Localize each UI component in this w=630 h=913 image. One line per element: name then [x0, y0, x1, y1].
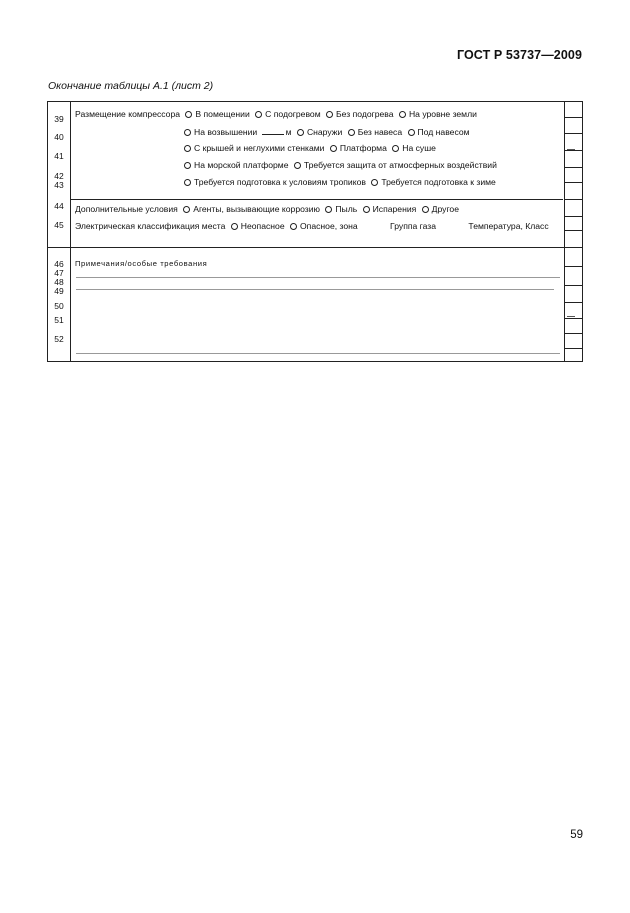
radio-corrosive-agents[interactable] — [183, 206, 190, 213]
conditions-label: Дополнительные условия — [75, 204, 178, 214]
option-label: В помещении — [195, 109, 250, 119]
option-label: На суше — [402, 143, 436, 153]
option-label: Агенты, вызывающие коррозию — [193, 204, 320, 214]
remark-cell-rule — [564, 266, 582, 267]
radio-other[interactable] — [422, 206, 429, 213]
placement-label: Размещение компрессора — [75, 109, 181, 119]
option-label: Под навесом — [417, 127, 470, 137]
row-number: 43 — [54, 180, 64, 190]
option-label: Платформа — [339, 143, 387, 153]
data-sheet-table — [47, 101, 583, 362]
remark-cell-rule — [564, 150, 582, 151]
radio-no-canopy[interactable] — [348, 129, 355, 136]
remark-cell-rule — [564, 167, 582, 168]
remark-cell-rule — [564, 302, 582, 303]
radio-elevated[interactable] — [184, 129, 191, 136]
remark-cell-rule — [564, 133, 582, 134]
table-caption: Окончание таблицы А.1 (лист 2) — [48, 80, 214, 92]
standard-code: ГОСТ Р 53737—2009 — [456, 48, 582, 62]
remark-cell-rule — [564, 117, 582, 118]
remark-cell-rule — [564, 182, 582, 183]
row-number: 39 — [54, 114, 64, 124]
remark-cell-rule — [564, 333, 582, 334]
option-label: Без подогрева — [336, 109, 394, 119]
remark-cell-rule — [564, 285, 582, 286]
unit-label: м — [285, 127, 292, 137]
placement-options-line — [181, 160, 497, 170]
option-label: Пыль — [335, 204, 358, 214]
row-number: 41 — [54, 151, 64, 161]
radio-dust[interactable] — [325, 206, 332, 213]
option-label: Испарения — [372, 204, 417, 214]
radio-winter-prep[interactable] — [371, 179, 378, 186]
option-label: С подогревом — [265, 109, 321, 119]
option-label: Неопасное — [240, 221, 285, 231]
row-number: 47 — [54, 268, 64, 278]
edge-mark — [567, 316, 575, 317]
option-label: На возвышении — [194, 127, 258, 137]
radio-unheated[interactable] — [326, 111, 333, 118]
row-number: 42 — [54, 171, 64, 181]
notes-label: Примечания/особые требования — [75, 259, 208, 268]
number-column-divider — [70, 102, 71, 361]
row-number: 44 — [54, 201, 64, 211]
row-number: 46 — [54, 259, 64, 269]
placement-options-line — [75, 109, 477, 119]
electrical-classification-line — [75, 221, 549, 231]
row-number: 45 — [54, 220, 64, 230]
radio-onshore[interactable] — [392, 145, 399, 152]
option-label: Другое — [431, 204, 459, 214]
radio-outdoor[interactable] — [297, 129, 304, 136]
remark-cell-rule — [564, 199, 582, 200]
notes-line — [76, 277, 560, 278]
option-label: Без навеса — [357, 127, 403, 137]
temperature-class-label: Температура, Класс — [468, 221, 549, 231]
remark-cell-rule — [564, 348, 582, 349]
option-label: На морской платформе — [194, 160, 289, 170]
edge-mark — [567, 149, 575, 150]
row-number: 52 — [54, 334, 64, 344]
section-divider — [70, 199, 563, 200]
row-number: 40 — [54, 132, 64, 142]
option-label: Опасное, зона — [300, 221, 358, 231]
gas-group-label: Группа газа — [390, 221, 437, 231]
radio-hazardous-zone[interactable] — [290, 223, 297, 230]
row-number: 48 — [54, 277, 64, 287]
radio-weather-protection[interactable] — [294, 162, 301, 169]
placement-options-line — [181, 126, 470, 137]
radio-heated[interactable] — [255, 111, 262, 118]
section-divider — [48, 247, 582, 248]
radio-under-canopy[interactable] — [408, 129, 415, 136]
option-label: Требуется подготовка к условиям тропиков — [194, 177, 366, 187]
row-number: 49 — [54, 286, 64, 296]
radio-roof-open-walls[interactable] — [184, 145, 191, 152]
radio-tropical-prep[interactable] — [184, 179, 191, 186]
option-label: С крышей и неглухими стенками — [194, 143, 325, 153]
option-label: Требуется защита от атмосферных воздействий — [303, 160, 497, 170]
radio-indoor[interactable] — [185, 111, 192, 118]
remark-cell-rule — [564, 230, 582, 231]
electrical-label: Электрическая классификация места — [75, 221, 226, 231]
placement-options-line — [181, 143, 436, 153]
remark-cell-rule — [564, 216, 582, 217]
remarks-column-divider — [564, 102, 565, 361]
radio-ground-level[interactable] — [399, 111, 406, 118]
remark-cell-rule — [564, 318, 582, 319]
page-number: 59 — [570, 829, 583, 841]
radio-platform[interactable] — [330, 145, 337, 152]
option-label: На уровне земли — [408, 109, 477, 119]
radio-non-hazardous[interactable] — [231, 223, 238, 230]
radio-fumes[interactable] — [363, 206, 370, 213]
additional-conditions-line — [75, 204, 459, 214]
notes-line — [76, 353, 560, 354]
placement-options-line — [181, 177, 496, 187]
notes-line — [76, 289, 554, 290]
row-number: 51 — [54, 315, 64, 325]
option-label: Снаружи — [306, 127, 343, 137]
option-label: Требуется подготовка к зиме — [381, 177, 496, 187]
radio-offshore-platform[interactable] — [184, 162, 191, 169]
elevation-input[interactable] — [262, 126, 284, 135]
row-number: 50 — [54, 301, 64, 311]
